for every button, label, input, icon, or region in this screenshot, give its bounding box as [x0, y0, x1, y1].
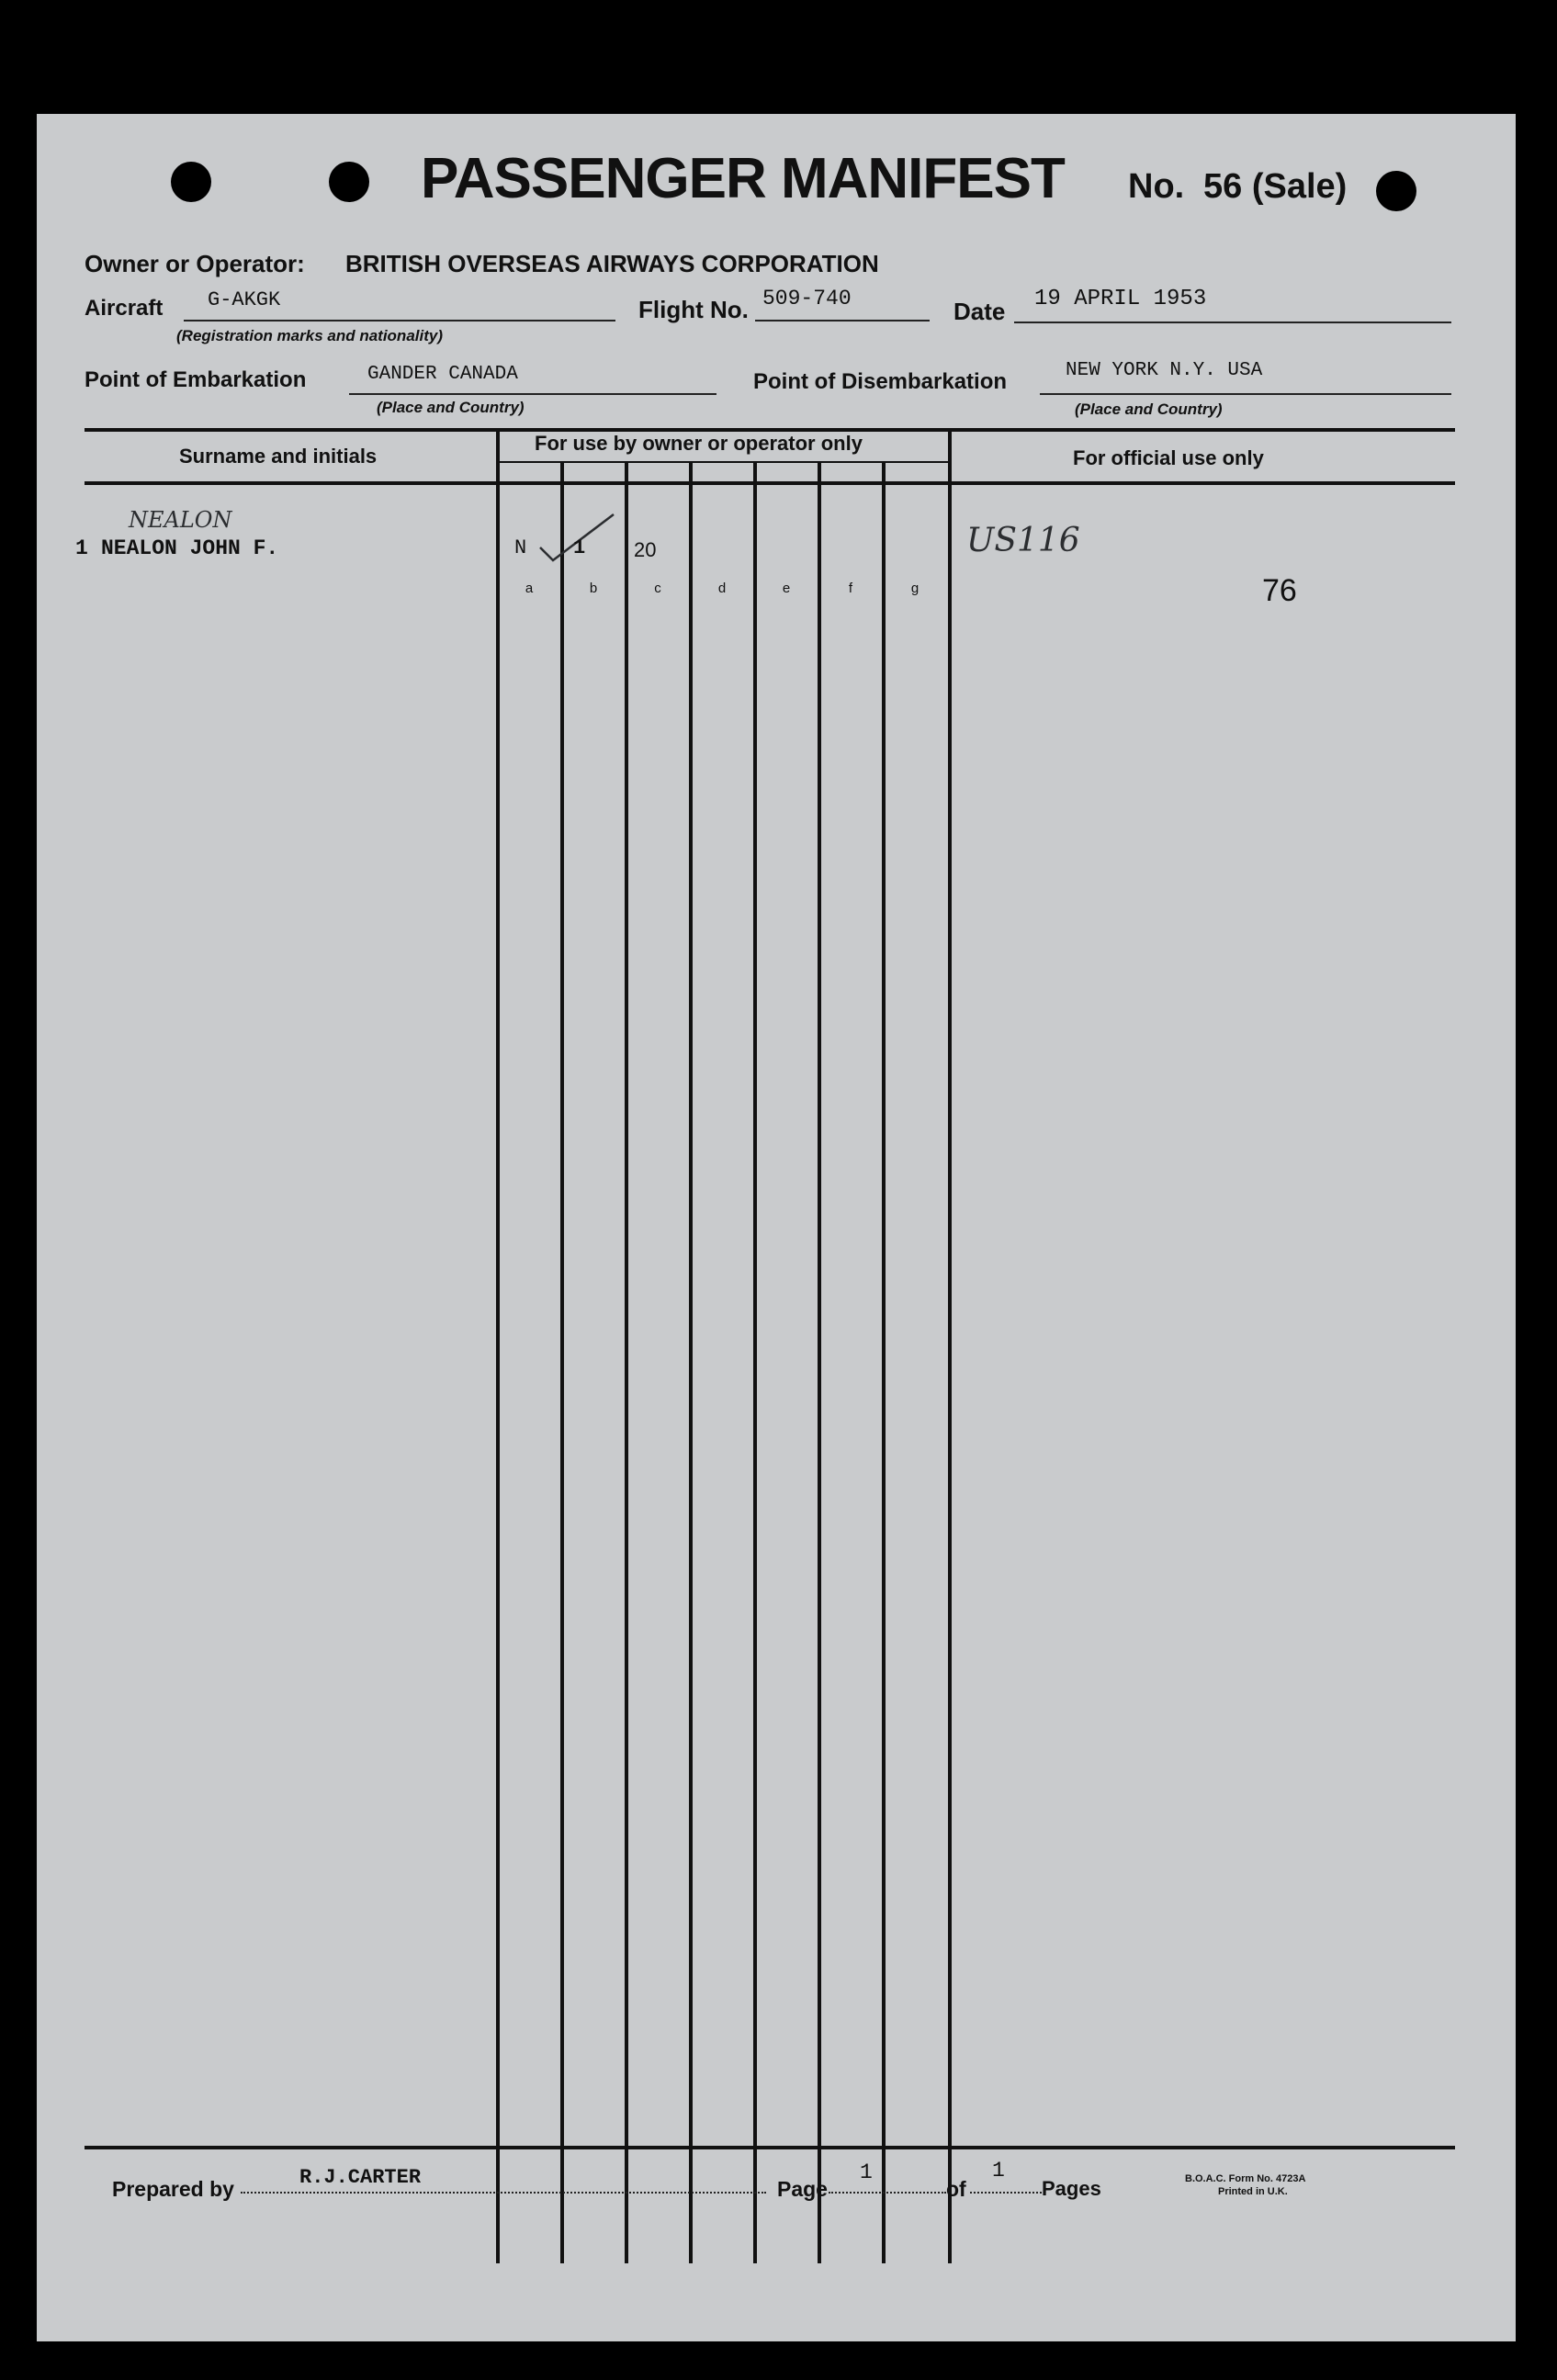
- cell-c: 20: [634, 538, 657, 561]
- manifest-number-value: 56 (Sale): [1203, 167, 1348, 206]
- column-line: [948, 430, 952, 2263]
- subcol-c: c: [654, 581, 661, 596]
- passenger-name: NEALON JOHN F.: [101, 536, 279, 560]
- prepared-underline: [241, 2192, 766, 2194]
- of-label: of: [946, 2177, 966, 2201]
- of-value: 1: [992, 2159, 1005, 2183]
- pages-label: Pages: [1042, 2177, 1101, 2200]
- flight-label: Flight No.: [638, 296, 749, 323]
- embarkation-note: (Place and Country): [377, 399, 525, 416]
- subcol-f: f: [848, 581, 853, 596]
- form-printed: Printed in U.K.: [1218, 2186, 1288, 2197]
- of-underline: [970, 2192, 1045, 2194]
- flight-value: 509-740: [762, 287, 852, 310]
- subcol-e: e: [782, 581, 791, 596]
- page-value: 1: [860, 2160, 873, 2184]
- col-surname-header: Surname and initials: [179, 445, 378, 468]
- punch-hole-middle: [329, 162, 369, 202]
- embarkation-value: GANDER CANADA: [367, 364, 518, 385]
- disembarkation-note: (Place and Country): [1075, 400, 1223, 418]
- owner-value: BRITISH OVERSEAS AIRWAYS CORPORATION: [345, 250, 879, 277]
- column-line: [496, 430, 500, 2263]
- aircraft-value: G-AKGK: [208, 288, 281, 311]
- disembarkation-underline: [1040, 393, 1451, 395]
- owner-label: Owner or Operator:: [85, 250, 305, 277]
- prepared-by-label: Prepared by: [112, 2177, 234, 2201]
- subcol-a: a: [525, 581, 534, 596]
- official-number: 76: [1262, 573, 1297, 608]
- embarkation-label: Point of Embarkation: [85, 367, 307, 392]
- column-line: [560, 463, 564, 2263]
- subcol-b: b: [589, 581, 598, 596]
- date-label: Date: [953, 298, 1006, 325]
- subcol-d: d: [717, 581, 727, 596]
- page-label: Page: [777, 2177, 828, 2201]
- column-line: [882, 463, 886, 2263]
- disembarkation-value: NEW YORK N.Y. USA: [1066, 360, 1263, 381]
- punch-hole-right: [1376, 171, 1416, 211]
- col-official-header: For official use only: [1073, 446, 1264, 469]
- cell-a: N: [514, 536, 527, 559]
- col-owner-header: For use by owner or operator only: [535, 432, 863, 455]
- column-line: [818, 463, 821, 2263]
- column-line: [625, 463, 628, 2263]
- aircraft-label: Aircraft: [85, 296, 164, 321]
- date-value: 19 APRIL 1953: [1034, 287, 1207, 311]
- disembarkation-label: Point of Disembarkation: [753, 369, 1008, 394]
- footer-rule: [85, 2146, 1455, 2149]
- column-line: [753, 463, 757, 2263]
- header-bottom-rule: [85, 481, 1455, 485]
- page-underline: [829, 2192, 946, 2194]
- punch-hole-left: [171, 162, 211, 202]
- date-underline: [1014, 321, 1451, 323]
- flight-underline: [755, 320, 930, 321]
- subcol-g: g: [910, 581, 920, 596]
- aircraft-underline: [184, 320, 615, 321]
- row-number: 1: [75, 536, 88, 560]
- cell-b: 1: [573, 536, 586, 559]
- aircraft-note: (Registration marks and nationality): [176, 327, 443, 344]
- manifest-sheet: [37, 114, 1516, 2341]
- manifest-number-label: No.: [1128, 167, 1185, 206]
- form-number: B.O.A.C. Form No. 4723A: [1185, 2173, 1306, 2184]
- prepared-by-value: R.J.CARTER: [299, 2166, 422, 2189]
- column-line: [689, 463, 693, 2263]
- embarkation-underline: [349, 393, 716, 395]
- official-note: US116: [966, 522, 1080, 559]
- handwritten-name: NEALON: [129, 507, 232, 533]
- page-title: PASSENGER MANIFEST: [421, 147, 1065, 210]
